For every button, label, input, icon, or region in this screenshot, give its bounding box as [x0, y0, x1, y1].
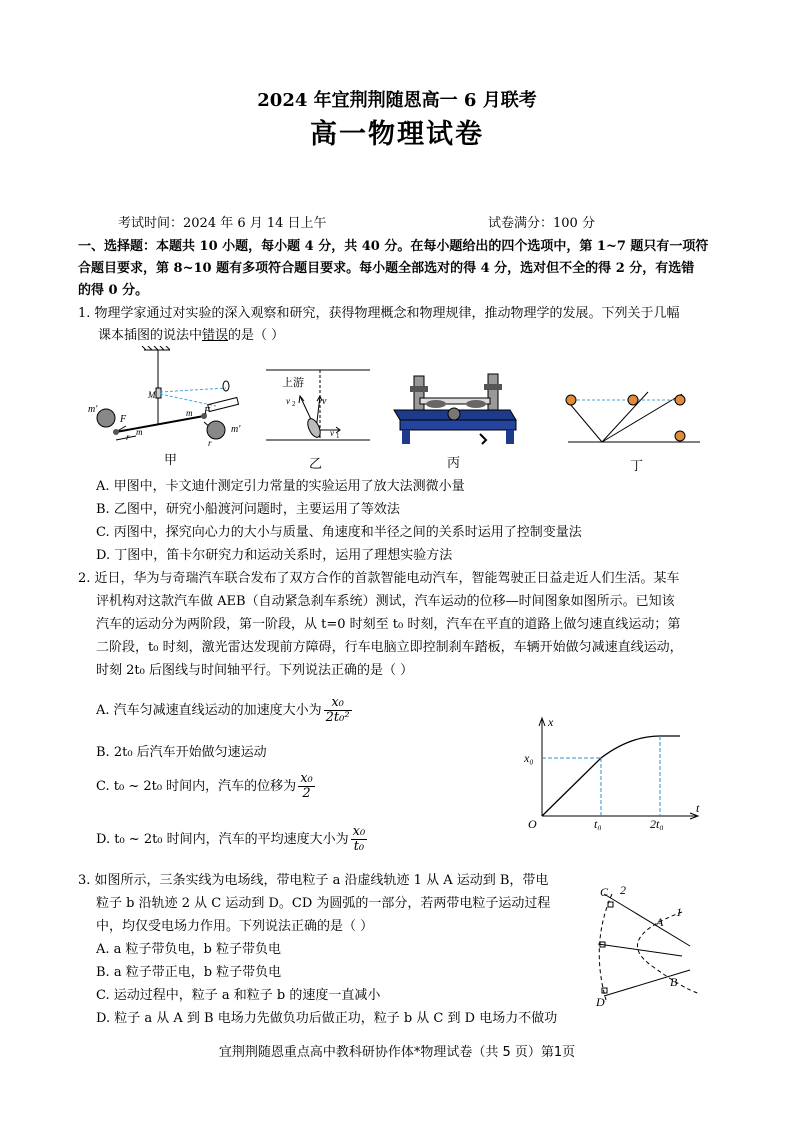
section1-line2: 合题目要求，第 8~10 题有多项符合题目要求。每小题全部选对的得 4 分，选对但不全的得 2 分，有选错 [78, 261, 695, 276]
q2-option-c [96, 772, 315, 801]
q1-stem2-emph: 错误 [202, 328, 229, 343]
q1-stem-line1: 1. 物理学家通过对实验的深入观察和研究，获得物理概念和物理规律，推动物理学的发展。下列关于几幅 [78, 306, 680, 321]
q1-option-d: D. 丁图中，笛卡尔研究力和运动关系时，运用了理想实验方法 [96, 548, 453, 563]
figure-cavendish [86, 346, 256, 451]
fig-label-jia: 甲 [164, 453, 178, 468]
field-label-d: D [596, 995, 605, 1008]
figure-boat-crossing [266, 366, 370, 444]
paper-title: 高一物理试卷 [310, 119, 484, 150]
q2-c-denominator: 2 [302, 786, 311, 801]
q1-stem2-a: 课本插图的说法中 [98, 328, 203, 343]
svg-text:F: F [120, 414, 127, 425]
svg-text:r: r [208, 438, 212, 448]
full-score: 试卷满分：100 分 [488, 216, 595, 231]
field-label-2: 2 [620, 883, 626, 897]
fig-label-ding: 丁 [630, 459, 644, 474]
fig-label-bing: 丙 [447, 456, 461, 471]
q2-stem-line1: 2. 近日，华为与奇瑞汽车联合发布了双方合作的首款智能电动汽车，智能驾驶正日益走近人们生活。某车 [78, 571, 680, 586]
q2-stem-line4: 二阶段，t₀ 时刻，激光雷达发现前方障碍，行车电脑立即控制刹车踏板，车辆开始做匀减速直线运动， [96, 640, 683, 655]
svg-text:m: m [136, 427, 143, 437]
svg-text:2: 2 [292, 400, 296, 408]
svg-text:上游: 上游 [282, 377, 304, 389]
field-label-1: 1 [676, 905, 682, 919]
graph-2t0: 2t₀ [650, 817, 664, 830]
q2-option-b: B. 2t₀ 后汽车开始做匀速运动 [96, 745, 267, 760]
fig-label-yi: 乙 [309, 457, 323, 472]
svg-text:M: M [148, 390, 156, 400]
q3-option-a: A. a 粒子带负电，b 粒子带负电 [96, 942, 281, 957]
q2-c-numerator: x₀ [300, 771, 313, 786]
field-label-c: C [600, 885, 609, 899]
graph-t0: t₀ [594, 817, 602, 830]
graph-x-label: t [696, 801, 700, 815]
figure-electric-field [582, 882, 722, 1008]
q2-option-d-text: D. t₀ ~ 2t₀ 时间内，汽车的平均速度大小为 [96, 832, 349, 847]
q2-option-a-text: A. 汽车匀减速直线运动的加速度大小为 [96, 703, 322, 718]
q3-stem-line2: 粒子 b 沿轨迹 2 从 C 运动到 D。CD 为圆弧的一部分，若两带电粒子运动过程 [96, 896, 551, 911]
svg-text:r: r [126, 432, 130, 442]
q2-option-d [96, 825, 367, 854]
q2-a-denominator: 2t₀² [325, 710, 350, 725]
q1-option-b: B. 乙图中，研究小船渡河问题时，主要运用了等效法 [96, 502, 400, 517]
figure-descartes [564, 390, 704, 446]
q2-d-numerator: x₀ [352, 824, 366, 839]
exam-time: 考试时间：2024 年 6 月 14 日上午 [118, 216, 327, 231]
q1-stem2-c: 的是（ ） [228, 328, 285, 343]
q1-stem-line2 [98, 327, 284, 345]
svg-text:F: F [204, 406, 211, 417]
svg-text:1: 1 [336, 432, 340, 440]
section1-line3: 的得 0 分。 [78, 283, 149, 298]
q2-stem-line2: 评机构对这款汽车做 AEB（自动紧急刹车系统）测试，汽车运动的位移—时间图象如图所示。已知该 [96, 594, 675, 609]
q2-stem-line3: 汽车的运动分为两阶段，第一阶段，从 t=0 时刻至 t₀ 时刻，汽车在平直的道路上做匀速直线运动；第 [96, 617, 681, 632]
svg-text:v: v [330, 428, 334, 438]
q2-option-c-text: C. t₀ ~ 2t₀ 时间内，汽车的位移为 [96, 779, 297, 794]
q2-a-numerator: x₀ [324, 696, 352, 711]
q2-d-denominator: t₀ [353, 839, 365, 854]
graph-y-label: x [548, 715, 554, 729]
q3-option-b: B. a 粒子带正电，b 粒子带负电 [96, 965, 282, 980]
q3-option-d: D. 粒子 a 从 A 到 B 电场力先做负功后做正功，粒子 b 从 C 到 D 电场力不做功 [96, 1011, 558, 1026]
q1-option-a: A. 甲图中，卡文迪什测定引力常量的实验运用了放大法测微小量 [96, 479, 465, 494]
svg-text:m′: m′ [88, 404, 98, 415]
figure-centripetal-apparatus [384, 368, 520, 448]
graph-x0: x₀ [524, 751, 534, 765]
q2-option-a [96, 696, 352, 725]
page-footer: 宜荆荆随恩重点高中教科研协作体*物理试卷（共 5 页）第1页 [218, 1045, 576, 1060]
svg-text:m: m [186, 408, 193, 418]
svg-text:v: v [286, 396, 290, 406]
q3-option-c: C. 运动过程中，粒子 a 和粒子 b 的速度一直减小 [96, 988, 381, 1003]
q1-option-c: C. 丙图中，探究向心力的大小与质量、角速度和半径之间的关系时运用了控制变量法 [96, 525, 582, 540]
exam-title: 2024 年宜荆荆随恩高一 6 月联考 [257, 90, 537, 111]
field-label-b: B [670, 975, 678, 989]
figure-xt-graph [520, 712, 710, 830]
field-label-a: A [656, 915, 664, 929]
svg-text:m′: m′ [231, 424, 241, 435]
graph-origin: O [528, 817, 537, 830]
q2-stem-line5: 时刻 2t₀ 后图线与时间轴平行。下列说法正确的是（ ） [96, 663, 414, 678]
q3-stem-line3: 中，均仅受电场力作用。下列说法正确的是（ ） [96, 919, 374, 934]
svg-text:v: v [322, 396, 327, 407]
q3-stem-line1: 3. 如图所示，三条实线为电场线，带电粒子 a 沿虚线轨迹 1 从 A 运动到 B，带电 [78, 873, 549, 888]
section1-line1: 一、选择题：本题共 10 小题，每小题 4 分，共 40 分。在每小题给出的四个选项中，第 1~7 题只有一项符 [78, 239, 709, 254]
